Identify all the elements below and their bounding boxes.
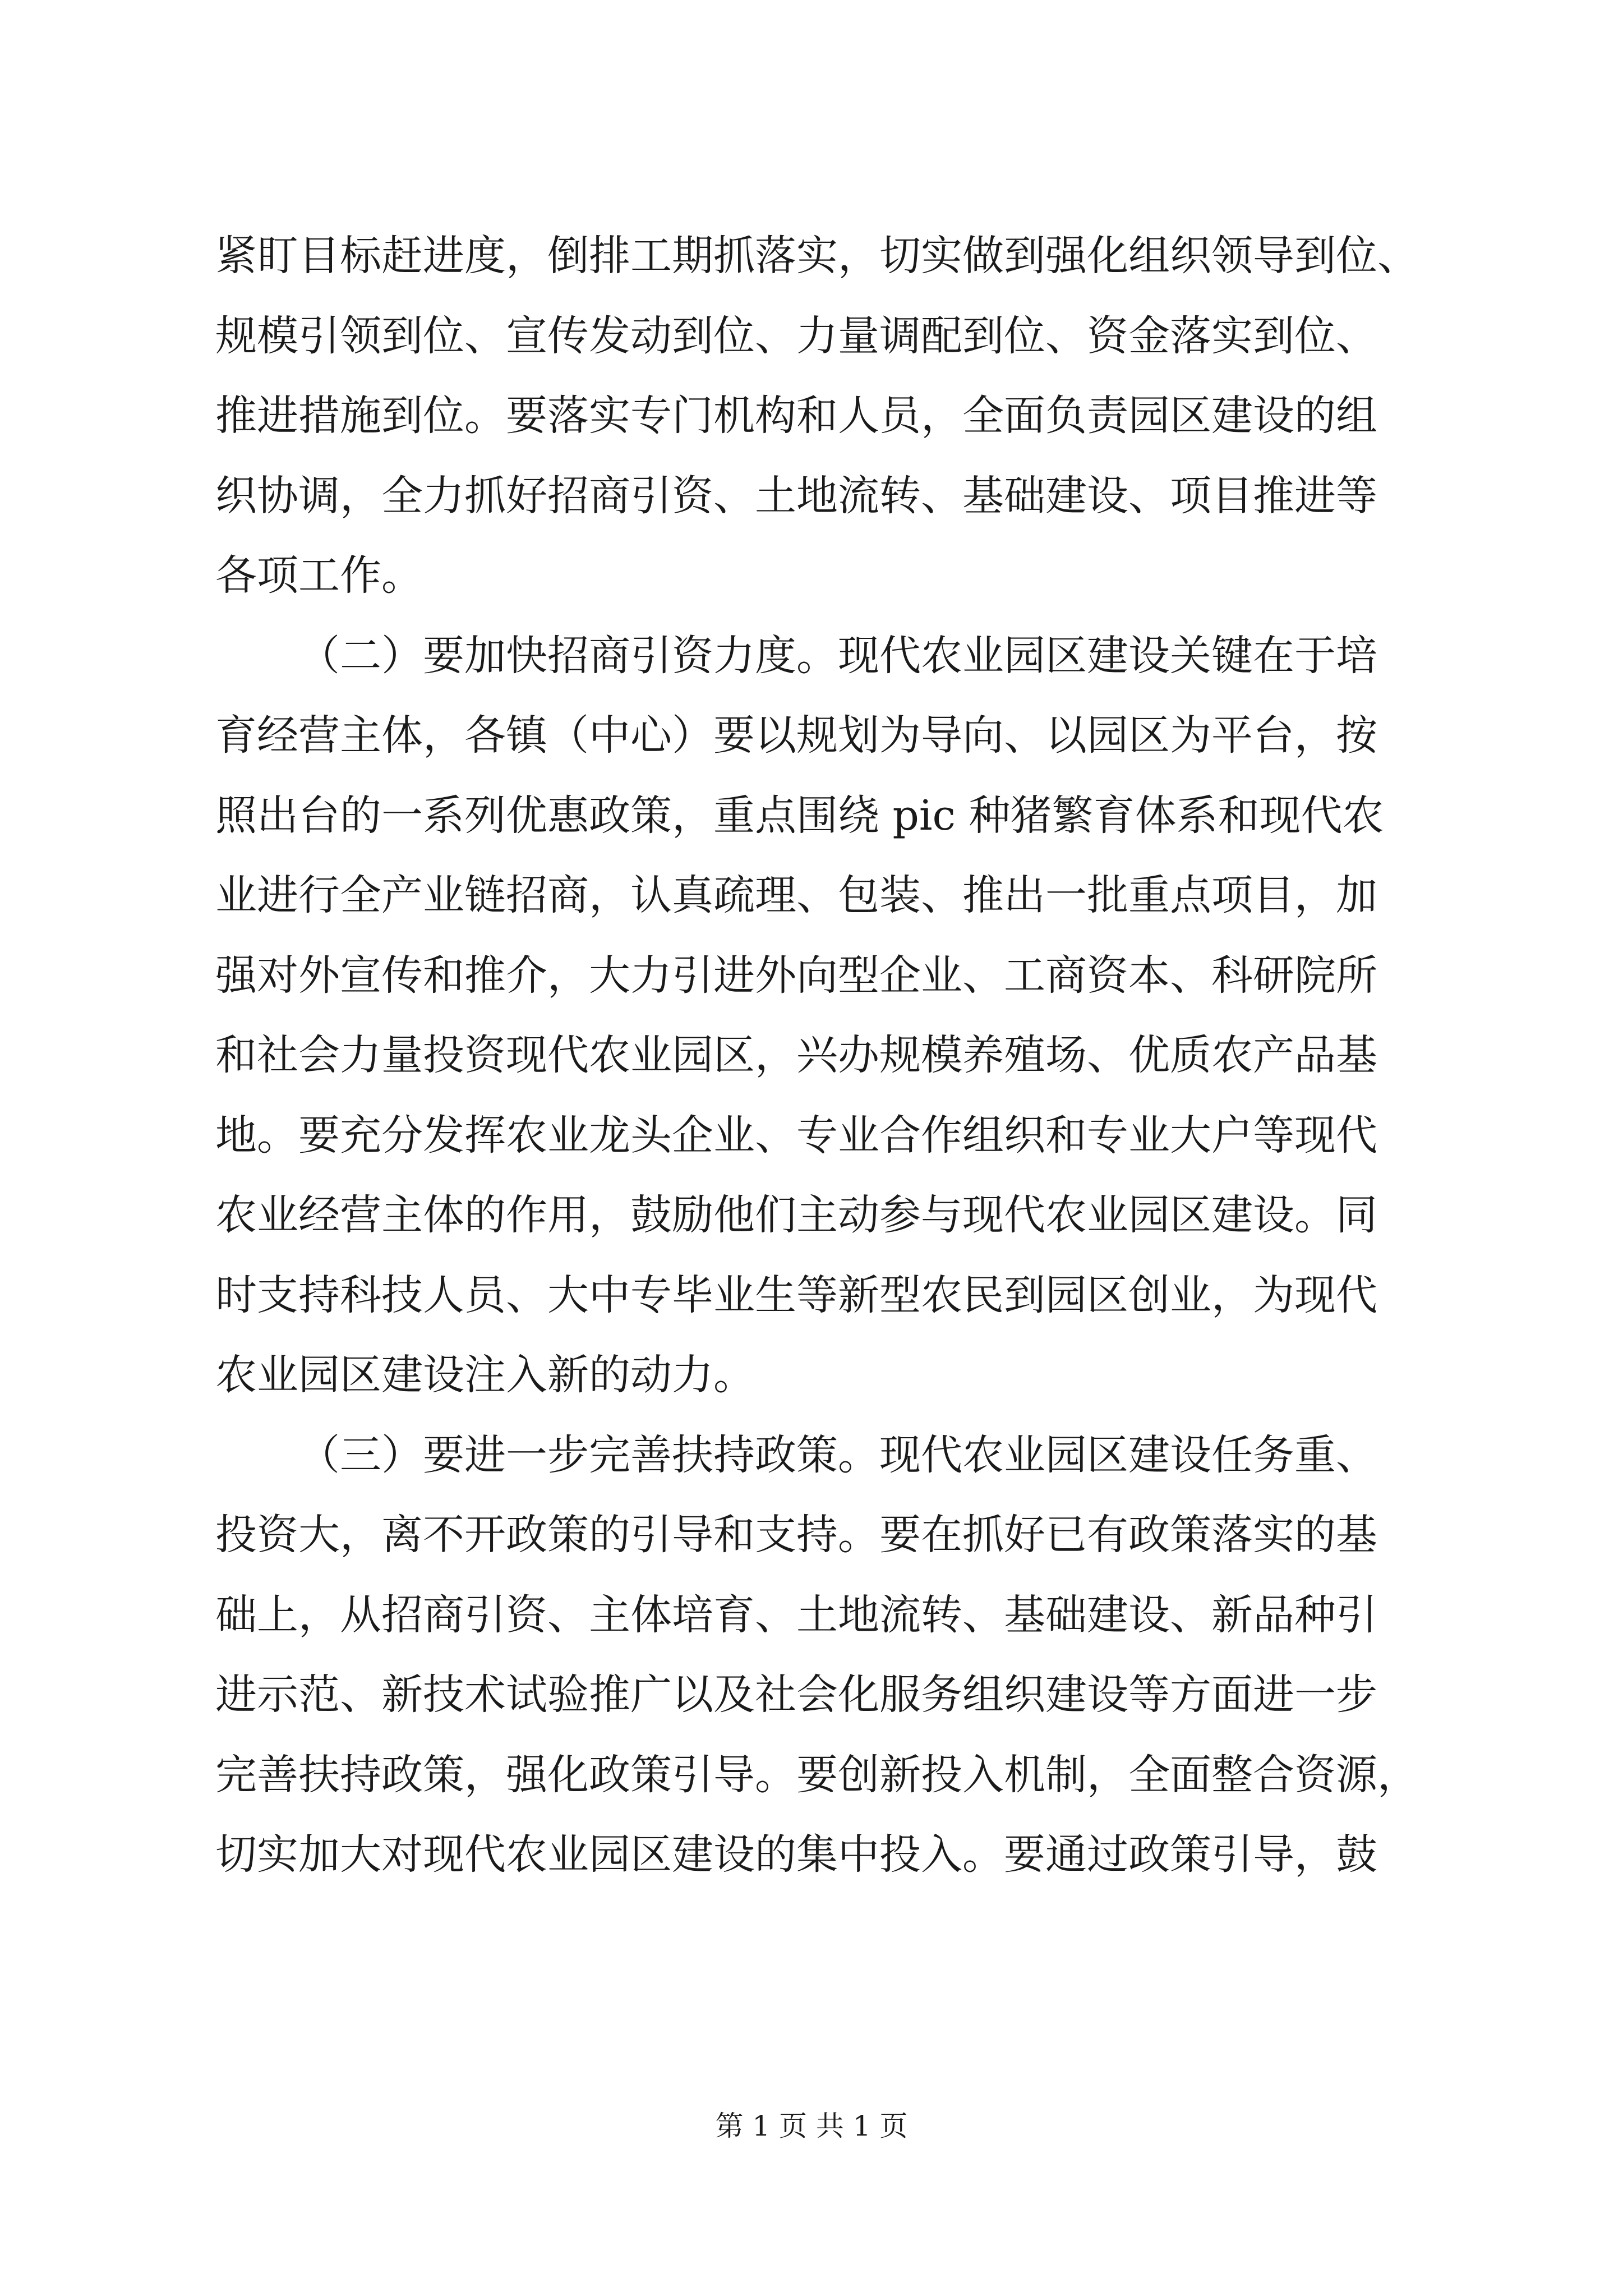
text-line: 完善扶持政策，强化政策引导。要创新投入机制，全面整合资源， — [215, 1750, 1419, 1799]
text-line: 农业经营主体的作用，鼓励他们主动参与现代农业园区建设。同 — [215, 1191, 1377, 1239]
text-line: 地。要充分发挥农业龙头企业、专业合作组织和专业大户等现代 — [215, 1111, 1377, 1159]
text-line: 规模引领到位、宣传发动到位、力量调配到位、资金落实到位、 — [215, 311, 1377, 360]
section-heading-line: （三）要进一步完善扶持政策。现代农业园区建设任务重、 — [298, 1430, 1377, 1479]
document-body — [215, 216, 1419, 1895]
text-line: 织协调，全力抓好招商引资、土地流转、基础建设、项目推进等 — [215, 471, 1377, 520]
page-footer — [0, 2109, 1623, 2143]
text-line: 时支持科技人员、大中专毕业生等新型农民到园区创业，为现代 — [215, 1271, 1377, 1319]
text-line: 强对外宣传和推介，大力引进外向型企业、工商资本、科研院所 — [215, 951, 1377, 1000]
text-line: 推进措施到位。要落实专门机构和人员，全面负责园区建设的组 — [215, 392, 1377, 440]
text-line: 和社会力量投资现代农业园区，兴办规模养殖场、优质农产品基 — [215, 1031, 1377, 1079]
text-line: 各项工作。 — [215, 551, 423, 600]
text-line: 育经营主体，各镇（中心）要以规划为导向、以园区为平台，按 — [215, 711, 1377, 760]
page-number-label: 第 1 页 共 1 页 — [715, 2110, 908, 2142]
text-line: 照出台的一系列优惠政策，重点围绕 pic 种猪繁育体系和现代农 — [215, 791, 1384, 840]
section-heading-line: （二）要加快招商引资力度。现代农业园区建设关键在于培 — [298, 631, 1377, 680]
text-line: 业进行全产业链招商，认真疏理、包装、推出一批重点项目，加 — [215, 871, 1377, 919]
text-line: 农业园区建设注入新的动力。 — [215, 1351, 755, 1399]
text-line: 切实加大对现代农业园区建设的集中投入。要通过政策引导，鼓 — [215, 1830, 1377, 1879]
text-line: 础上，从招商引资、主体培育、土地流转、基础建设、新品种引 — [215, 1590, 1377, 1639]
text-line: 进示范、新技术试验推广以及社会化服务组织建设等方面进一步 — [215, 1671, 1377, 1719]
text-line: 紧盯目标赶进度，倒排工期抓落实，切实做到强化组织领导到位、 — [215, 232, 1419, 280]
text-line: 投资大，离不开政策的引导和支持。要在抓好已有政策落实的基 — [215, 1511, 1377, 1559]
